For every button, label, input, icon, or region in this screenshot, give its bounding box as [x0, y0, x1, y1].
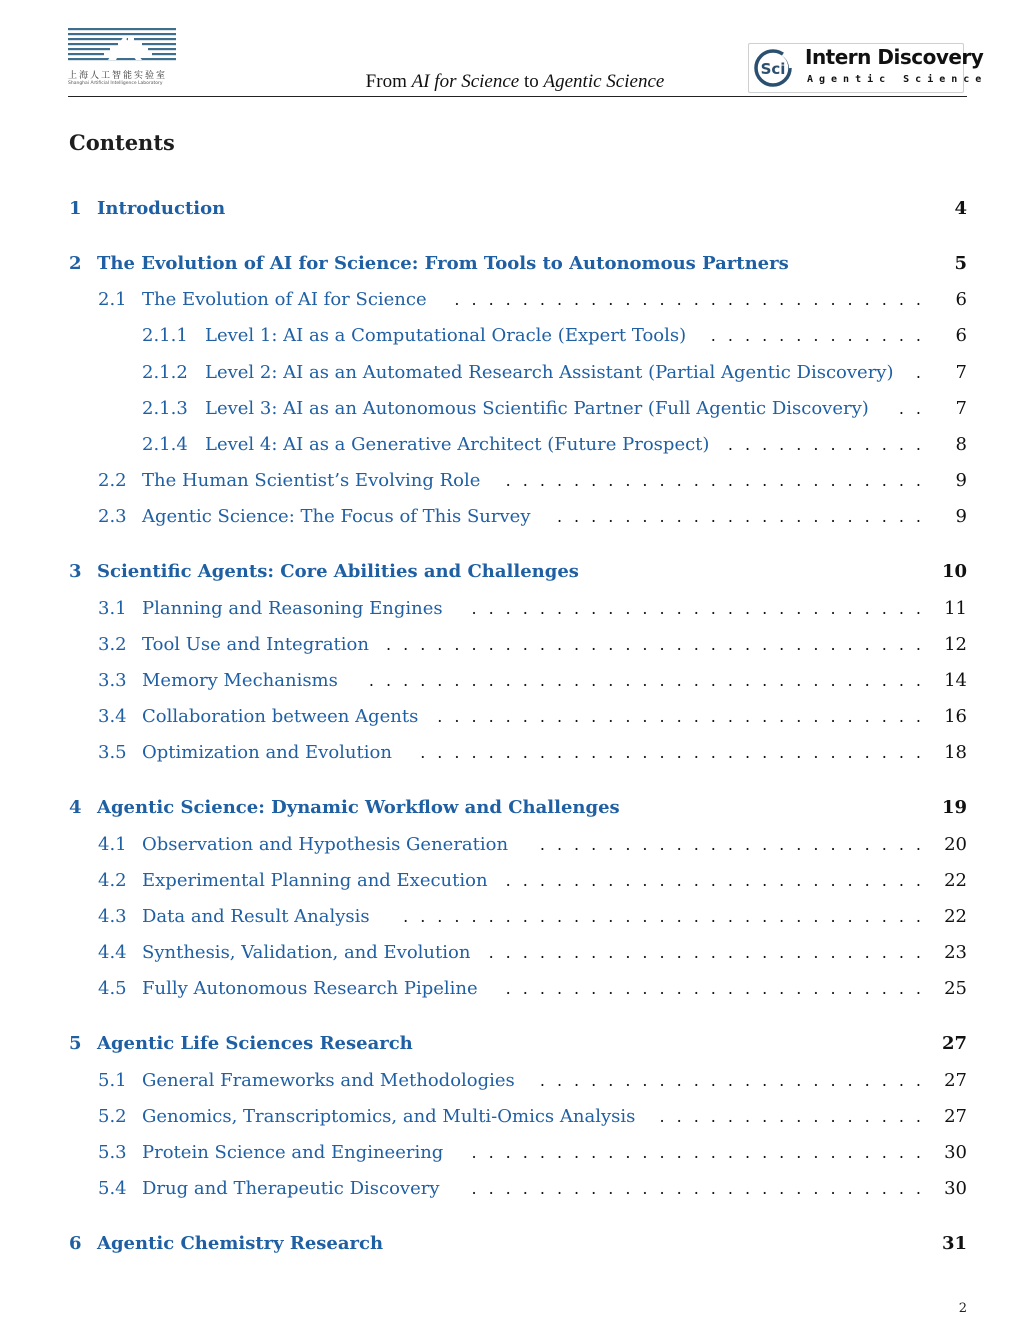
toc-entry-title[interactable]: Fully Autonomous Research Pipeline — [142, 978, 478, 1000]
toc-leader-dots: . . . . . . . . . . . . . — [710, 326, 921, 346]
toc-entry-page[interactable]: 12 — [944, 633, 967, 655]
toc-entry-title[interactable]: Level 1: AI as a Computational Oracle (Expert Tools) — [205, 325, 687, 347]
toc-entry-number[interactable]: 5.4 — [98, 1178, 127, 1200]
toc-entry-page[interactable]: 30 — [944, 1178, 967, 1200]
toc-leader-dots: . . . . . . . . . . . . . . . . . . . . . . . . . . . . . . . . — [386, 634, 921, 654]
toc-entry-number[interactable]: 2.1.3 — [142, 397, 188, 419]
toc-entry-number[interactable]: 4.4 — [98, 942, 127, 964]
toc-entry-title[interactable]: Drug and Therapeutic Discovery — [142, 1178, 440, 1200]
toc-entry-2-1-3[interactable] — [0, 396, 1032, 422]
toc-entry-2-1-1[interactable] — [0, 323, 1032, 349]
toc-entry-6[interactable] — [0, 1231, 1032, 1257]
toc-entry-number[interactable]: 2.1 — [98, 289, 127, 311]
shanghai-ai-lab-logo — [68, 26, 178, 92]
toc-leader-dots: . . . . . . . . . . . . . . . . . . . . . . . . . — [505, 870, 921, 890]
toc-entry-page[interactable]: 23 — [944, 942, 967, 964]
toc-entry-page[interactable]: 31 — [941, 1233, 967, 1255]
toc-entry-page[interactable]: 30 — [944, 1142, 967, 1163]
toc-entry-title[interactable]: The Evolution of AI for Science: From Tools to Autonomous Partners — [97, 253, 789, 274]
toc-entry-4-2[interactable] — [0, 868, 1032, 894]
header-rule — [68, 96, 967, 97]
toc-entry-title[interactable]: Observation and Hypothesis Generation — [142, 833, 509, 855]
toc-entry-5-2[interactable] — [0, 1104, 1032, 1130]
toc-entry-4-1[interactable] — [0, 832, 1032, 858]
toc-entry-title[interactable]: Level 2: AI as an Automated Research Assistant (Partial Agentic Discovery) — [205, 361, 894, 383]
toc-entry-title[interactable]: Synthesis, Validation, and Evolution — [142, 942, 471, 964]
toc-leader-dots: . . . . . . . . . . . . . . . . . . . . . . . . . . . — [471, 1143, 921, 1162]
toc-entry-page[interactable]: 19 — [941, 797, 967, 819]
toc-entry-1[interactable] — [0, 196, 1032, 222]
toc-entry-title[interactable]: The Human Scientist’s Evolving Role — [142, 470, 481, 492]
toc-entry-title[interactable]: Experimental Planning and Execution — [142, 869, 488, 891]
toc-entry-title[interactable]: Tool Use and Integration — [142, 633, 369, 655]
toc-entry-page[interactable]: 9 — [955, 506, 967, 528]
toc-entry-title[interactable]: Level 4: AI as a Generative Architect (Future Prospect) — [205, 434, 710, 455]
toc-entry-2-1[interactable] — [0, 287, 1032, 313]
toc-entry-page[interactable]: 8 — [955, 434, 967, 455]
toc-entry-3-1[interactable] — [0, 596, 1032, 622]
toc-leader-dots: . . . . . . . . . . . . . . . . . . . . . . . . . . . . . — [437, 707, 921, 727]
toc-entry-title[interactable]: The Evolution of AI for Science — [142, 289, 427, 311]
toc-leader-dots: . . . . . . . . . . . . . . . . . . . . . . . . . . — [488, 943, 921, 963]
toc-entry-5-3[interactable] — [0, 1140, 1032, 1166]
toc-entry-number[interactable]: 2.1.2 — [142, 361, 188, 383]
header-title-italic-2: Agentic Science — [543, 71, 665, 92]
toc-leader-dots: . . . . . . . . . . . . . . . . . . . . . . . — [539, 834, 921, 854]
toc-entry-5[interactable] — [0, 1031, 1032, 1057]
toc-leader-dots: . . — [898, 398, 921, 418]
toc-entry-number[interactable]: 4 — [69, 797, 82, 819]
toc-entry-page[interactable]: 27 — [944, 1069, 967, 1091]
toc-entry-2[interactable] — [0, 251, 1032, 277]
toc-leader-dots: . . . . . . . . . . . . . . . . . . . . . . . . . . . — [471, 1179, 921, 1199]
contents-heading: Contents — [69, 130, 175, 155]
toc-entry-4-5[interactable] — [0, 976, 1032, 1002]
toc-entry-3-3[interactable] — [0, 668, 1032, 694]
toc-entry-page[interactable]: 11 — [944, 597, 967, 619]
toc-entry-page[interactable]: 18 — [944, 742, 967, 764]
toc-leader-dots: . . . . . . . . . . . . . . . . . . . . . . . . . . . . . . . — [403, 907, 921, 926]
toc-leader-dots: . . . . . . . . . . . . . . . . . . . . . . . . . — [505, 979, 921, 999]
brand-name: Intern Discovery — [805, 45, 984, 69]
toc-entry-title[interactable]: Level 3: AI as an Autonomous Scientific Partner (Full Agentic Discovery) — [205, 397, 869, 419]
toc-entry-number[interactable]: 2.1.4 — [142, 434, 188, 455]
toc-entry-3[interactable] — [0, 559, 1032, 585]
toc-entry-number[interactable]: 2 — [69, 253, 82, 274]
toc-entry-number[interactable]: 3.5 — [98, 742, 127, 764]
toc-entry-number[interactable]: 3.1 — [98, 597, 127, 619]
toc-entry-title[interactable]: Agentic Science: Dynamic Workflow and Challenges — [97, 797, 620, 819]
toc-entry-page[interactable]: 4 — [954, 198, 967, 219]
page-number: 2 — [958, 1301, 967, 1316]
toc-entry-page[interactable]: 25 — [944, 978, 967, 1000]
shanghai-ai-lab-logo-mark — [68, 26, 178, 66]
toc-entry-title[interactable]: Agentic Chemistry Research — [97, 1233, 384, 1255]
toc-leader-dots: . . . . . . . . . . . . . . . . — [659, 1106, 921, 1126]
toc-leader-dots: . . . . . . . . . . . . . . . . . . . . . . . . . . . . — [454, 290, 921, 310]
header-title-italic-1: AI for Science — [411, 71, 520, 92]
toc-entry-2-1-2[interactable] — [0, 360, 1032, 386]
toc-entry-2-2[interactable] — [0, 468, 1032, 494]
toc-entry-page[interactable]: 7 — [955, 361, 967, 383]
toc-entry-page[interactable]: 22 — [944, 869, 967, 891]
toc-entry-title[interactable]: General Frameworks and Methodologies — [142, 1069, 515, 1091]
toc-entry-title[interactable]: Agentic Life Sciences Research — [97, 1033, 413, 1055]
toc-entry-page[interactable]: 6 — [955, 325, 967, 347]
logo-english-text: Shanghai Artificial Intelligence Laboratory — [68, 81, 163, 86]
toc-leader-dots: . . . . . . . . . . . . . . . . . . . . . . . . . . . . . . . . . — [368, 671, 921, 690]
toc-entry-title[interactable]: Scientific Agents: Core Abilities and Challenges — [97, 561, 579, 583]
toc-entry-number[interactable]: 4.2 — [98, 869, 127, 891]
toc-entry-number[interactable]: 5 — [69, 1033, 82, 1055]
toc-entry-page[interactable]: 14 — [944, 670, 967, 691]
toc-entry-title[interactable]: Collaboration between Agents — [142, 706, 419, 728]
toc-entry-page[interactable]: 27 — [944, 1105, 967, 1127]
toc-entry-4[interactable] — [0, 795, 1032, 821]
toc-entry-title[interactable]: Data and Result Analysis — [142, 906, 370, 927]
toc-leader-dots: . . . . . . . . . . . . . . . . . . . . . . . . . . . . . . — [420, 743, 921, 763]
toc-leader-dots: . . . . . . . . . . . . . . . . . . . . . . . . . . . — [471, 598, 921, 618]
toc-entry-page[interactable]: 9 — [955, 470, 967, 492]
toc-entry-2-3[interactable] — [0, 504, 1032, 530]
toc-entry-2-1-4[interactable] — [0, 432, 1032, 458]
toc-entry-page[interactable]: 6 — [955, 289, 967, 311]
toc-entry-page[interactable]: 16 — [944, 706, 967, 728]
toc-entry-page[interactable]: 7 — [955, 397, 967, 419]
toc-entry-title[interactable]: Agentic Science: The Focus of This Survey — [142, 506, 531, 528]
toc-entry-3-5[interactable] — [0, 740, 1032, 766]
toc-entry-number[interactable]: 3.4 — [98, 706, 127, 728]
sci-badge-label: Sci — [760, 60, 786, 78]
toc-entry-number[interactable]: 2.2 — [98, 470, 127, 492]
toc-entry-page[interactable]: 10 — [941, 561, 967, 583]
toc-leader-dots: . . . . . . . . . . . . . . . . . . . . . . — [556, 507, 921, 527]
header-title-prefix: From — [365, 71, 412, 92]
toc-entry-number[interactable]: 1 — [69, 198, 82, 219]
toc-leader-dots: . — [915, 362, 921, 382]
toc-entry-title[interactable]: Optimization and Evolution — [142, 742, 392, 764]
toc-entry-title[interactable]: Genomics, Transcriptomics, and Multi-Omics Analysis — [142, 1105, 636, 1127]
toc-entry-number[interactable]: 4.5 — [98, 978, 127, 1000]
toc-entry-4-3[interactable] — [0, 904, 1032, 930]
toc-entry-number[interactable]: 5.3 — [98, 1142, 127, 1163]
brand-tagline: Agentic Science — [807, 74, 988, 85]
toc-entry-4-4[interactable] — [0, 940, 1032, 966]
toc-entry-page[interactable]: 5 — [954, 253, 967, 274]
toc-entry-number[interactable]: 2.1.1 — [142, 325, 188, 347]
toc-entry-number[interactable]: 3.3 — [98, 670, 127, 691]
toc-entry-number[interactable]: 3 — [69, 561, 82, 583]
toc-entry-3-4[interactable] — [0, 704, 1032, 730]
toc-entry-page[interactable]: 22 — [944, 906, 967, 927]
logo-chinese-text: 上海人工智能实验室 — [68, 71, 168, 81]
toc-entry-page[interactable]: 20 — [944, 833, 967, 855]
toc-entry-title[interactable]: Introduction — [97, 198, 226, 219]
toc-entry-number[interactable]: 2.3 — [98, 506, 127, 528]
toc-leader-dots: . . . . . . . . . . . . . . . . . . . . . . . — [539, 1070, 921, 1090]
toc-entry-number[interactable]: 6 — [69, 1233, 82, 1255]
toc-entry-title[interactable]: Planning and Reasoning Engines — [142, 597, 443, 619]
toc-entry-title[interactable]: Protein Science and Engineering — [142, 1142, 444, 1163]
toc-entry-3-2[interactable] — [0, 632, 1032, 658]
intern-discovery-logo — [748, 43, 988, 93]
toc-entry-5-4[interactable] — [0, 1176, 1032, 1202]
toc-entry-number[interactable]: 5.2 — [98, 1105, 127, 1127]
toc-entry-number[interactable]: 5.1 — [98, 1069, 127, 1091]
toc-entry-number[interactable]: 4.1 — [98, 833, 127, 855]
toc-entry-title[interactable]: Memory Mechanisms — [142, 670, 338, 691]
sci-badge-icon — [753, 48, 793, 88]
toc-entry-number[interactable]: 4.3 — [98, 906, 127, 927]
toc-entry-number[interactable]: 3.2 — [98, 633, 127, 655]
toc-entry-page[interactable]: 27 — [941, 1033, 967, 1055]
header-title-middle: to — [519, 71, 544, 92]
running-header-title — [340, 71, 690, 93]
toc-leader-dots: . . . . . . . . . . . . . . . . . . . . . . . . . — [505, 471, 921, 491]
toc-entry-5-1[interactable] — [0, 1068, 1032, 1094]
toc-leader-dots: . . . . . . . . . . . . — [727, 435, 921, 454]
